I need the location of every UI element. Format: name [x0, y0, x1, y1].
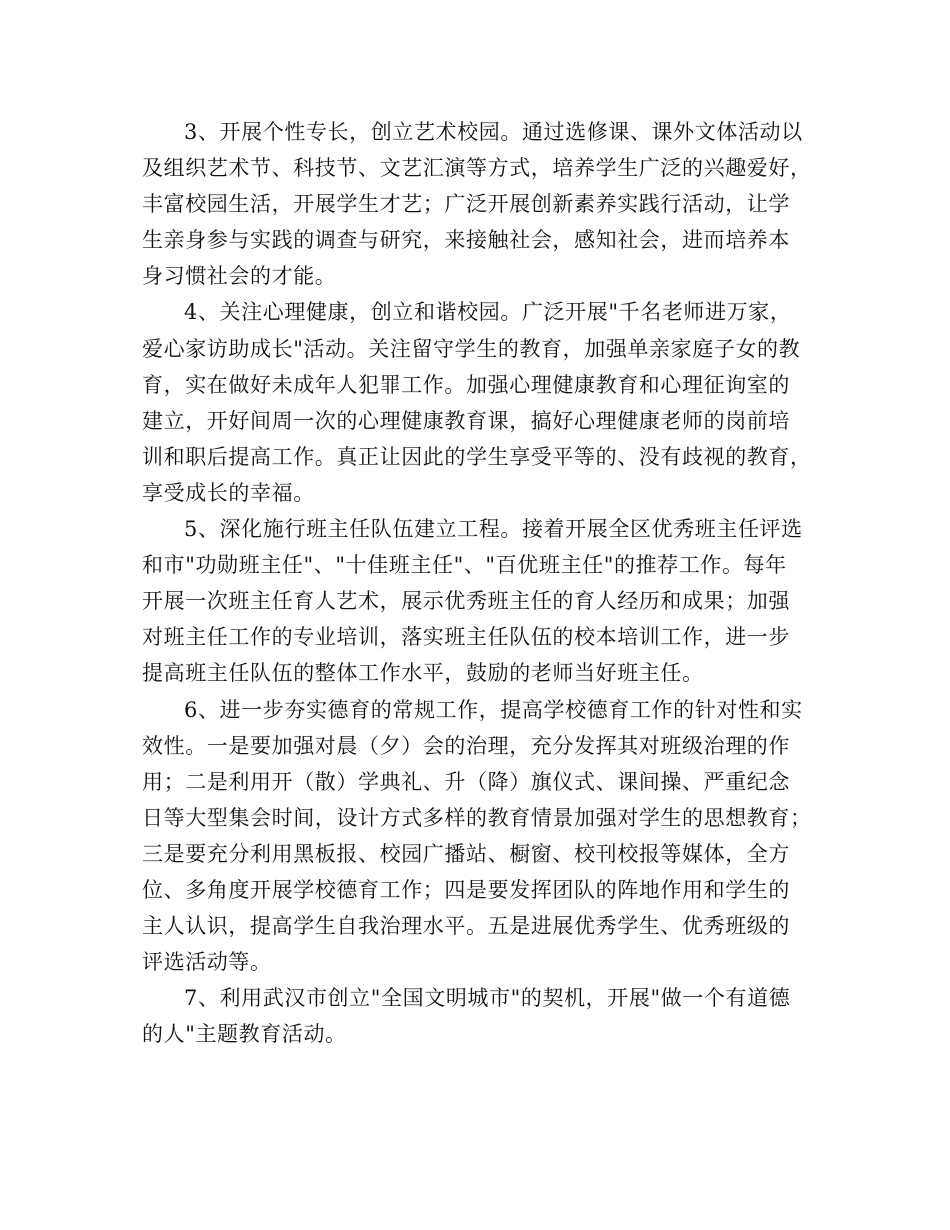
paragraph-line: 及组织艺术节、科技节、文艺汇演等方式，培养学生广泛的兴趣爱好，	[142, 156, 812, 181]
paragraph-line: 身习惯社会的才能。	[142, 264, 337, 289]
paragraph-line: 生亲身参与实践的调查与研究，来接触社会，感知社会，进而培养本	[142, 228, 790, 253]
paragraph-line: 享受成长的幸福。	[142, 480, 315, 505]
paragraph-line: 提高班主任队伍的整体工作水平，鼓励的老师当好班主任。	[142, 661, 704, 686]
paragraph-4	[142, 294, 822, 511]
paragraph-line: 3、开展个性专长，创立艺术校园。通过选修课、课外文体活动以	[184, 120, 803, 144]
paragraph-line: 日等大型集会时间，设计方式多样的教育情景加强对学生的思想教育；	[142, 805, 812, 830]
paragraph-6	[142, 692, 822, 981]
paragraph-3	[142, 114, 822, 294]
paragraph-line: 爱心家访助成长"活动。关注留守学生的教育，加强单亲家庭子女的教	[142, 336, 801, 361]
paragraph-line: 开展一次班主任育人艺术，展示优秀班主任的育人经历和成果；加强	[142, 589, 790, 614]
paragraph-line: 4、关注心理健康，创立和谐校园。广泛开展"千名老师进万家，	[184, 300, 792, 325]
paragraph-line: 评选活动等。	[142, 950, 272, 975]
paragraph-5	[142, 511, 822, 691]
paragraph-line: 效性。一是要加强对晨（夕）会的治理，充分发挥其对班级治理的作	[142, 733, 790, 758]
paragraph-line: 7、利用武汉市创立"全国文明城市"的契机，开展"做一个有道德	[184, 986, 791, 1011]
paragraph-line: 用；二是利用开（散）学典礼、升（降）旗仪式、课间操、严重纪念	[142, 769, 790, 794]
paragraph-7	[142, 980, 822, 1052]
paragraph-line: 育，实在做好未成年人犯罪工作。加强心理健康教育和心理征询室的	[142, 372, 790, 397]
paragraph-line: 6、进一步夯实德育的常规工作，提高学校德育工作的针对性和实	[184, 697, 803, 722]
paragraph-line: 对班主任工作的专业培训，落实班主任队伍的校本培训工作，进一步	[142, 625, 790, 650]
paragraph-line: 建立，开好间周一次的心理健康教育课，搞好心理健康老师的岗前培	[142, 408, 790, 433]
paragraph-line: 和市"功勋班主任"、"十佳班主任"、"百优班主任"的推荐工作。每年	[142, 553, 787, 578]
document-body	[142, 114, 822, 1052]
paragraph-line: 5、深化施行班主任队伍建立工程。接着开展全区优秀班主任评选	[184, 517, 803, 542]
paragraph-line: 的人"主题教育活动。	[142, 1022, 347, 1047]
paragraph-line: 位、多角度开展学校德育工作；四是要发挥团队的阵地作用和学生的	[142, 877, 790, 902]
paragraph-line: 丰富校园生活，开展学生才艺；广泛开展创新素养实践行活动，让学	[142, 192, 790, 217]
paragraph-line: 三是要充分利用黑板报、校园广播站、橱窗、校刊校报等媒体，全方	[142, 841, 790, 866]
paragraph-line: 训和职后提高工作。真正让因此的学生享受平等的、没有歧视的教育，	[142, 444, 812, 469]
paragraph-line: 主人认识，提高学生自我治理水平。五是进展优秀学生、优秀班级的	[142, 914, 790, 939]
